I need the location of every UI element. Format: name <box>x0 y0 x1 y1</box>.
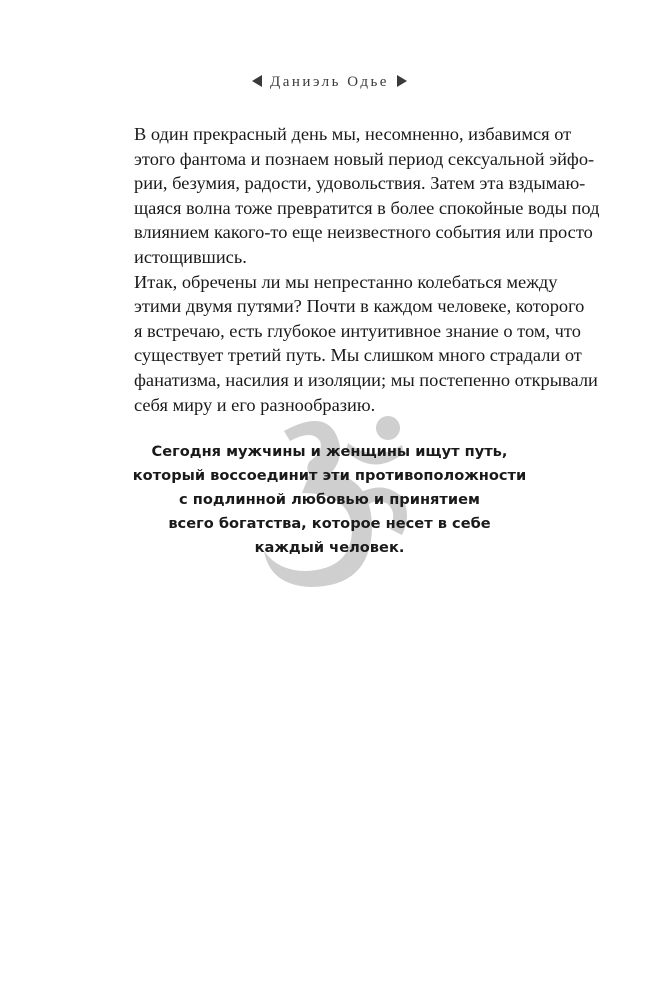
right-triangle-icon <box>397 75 407 87</box>
text-line: этими двумя путями? Почти в каждом человеке, которого <box>134 296 585 317</box>
callout-line: который воссоединит эти противоположности <box>132 467 527 484</box>
text-line: фанатизма, насилия и изоляции; мы постепенно открывали <box>134 369 598 390</box>
callout-block <box>0 405 659 605</box>
body-text <box>108 122 600 417</box>
text-line: Итак, обречены ли мы непрестанно колебаться между <box>134 271 558 292</box>
callout-line: каждый человек. <box>254 539 405 556</box>
paragraph-2 <box>108 270 598 418</box>
text-line: В один прекрасный день мы, несомненно, избавимся от <box>134 124 572 144</box>
callout-text <box>0 440 659 560</box>
left-triangle-icon <box>252 75 262 87</box>
text-line: себя миру и его разнообразию. <box>134 394 376 415</box>
running-head <box>0 74 659 91</box>
text-line: я встречаю, есть глубокое интуитивное знание о том, что <box>134 320 581 341</box>
text-line: влиянием какого-то еще неизвестного события или просто <box>134 222 593 243</box>
text-line: этого фантома и познаем новый период сексуальной эйфо- <box>134 148 595 169</box>
callout-line: всего богатства, которое несет в себе <box>168 515 491 532</box>
callout-line: Сегодня мужчины и женщины ищут путь, <box>151 443 508 460</box>
running-head-author: Даниэль Одье <box>270 74 389 90</box>
paragraph-1 <box>108 122 600 270</box>
text-line: щаяся волна тоже превратится в более спокойные воды под <box>134 197 600 218</box>
text-line: истощившись. <box>134 246 247 267</box>
callout-line: с подлинной любовью и принятием <box>179 491 480 508</box>
text-line: рии, безумия, радости, удовольствия. Затем эта вздымаю- <box>134 173 586 194</box>
text-line: существует третий путь. Мы слишком много страдали от <box>134 345 582 366</box>
